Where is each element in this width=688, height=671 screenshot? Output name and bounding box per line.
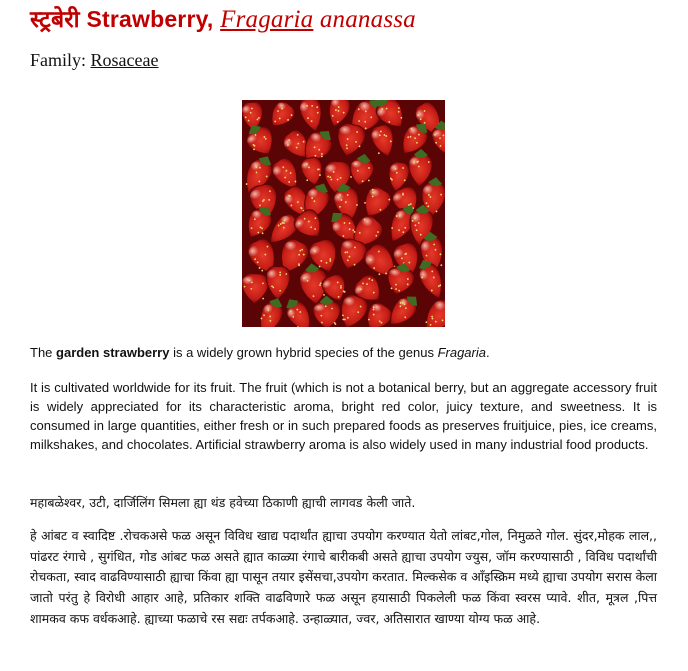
family-link[interactable]: Rosaceae bbox=[90, 50, 159, 70]
intro-middle: is a widely grown hybrid species of the genus bbox=[169, 345, 434, 360]
title-local-name: स्ट्रबेरी bbox=[30, 6, 80, 32]
intro-paragraph bbox=[30, 343, 657, 362]
marathi-places-paragraph: महाबळेश्वर, उटी, दार्जिलिंग सिमला ह्या थंड हवेच्या ठिकाणी ह्याची लागवड केली जाते. bbox=[30, 495, 416, 510]
intro-suffix: . bbox=[486, 345, 490, 360]
marathi-description-paragraph: हे आंबट व स्वादिष्ट .रोचकअसे फळ असून विविध खाद्य पदार्थांत ह्याचा उपयोग करण्यात येतो लांबट,गोल, निमुळते गोल. सुंदर,मोहक लाल,, पांढरट रंगाचे , सुगंधित, गोड आंबट फळ असते ह्यात काळ्या रंगाचे बारीकबी असते ह्याचा उपयोग ज्युस, जॉम करण्यासाठी , विविध पदार्थांची रोचकता, स्वाद वाढविण्यासाठी ह्याचा किंवा ह्या पासून तयार इसेंसचा,उपयोग करतात. मिल्कसेक व आँइस्क्रिम मध्ये ह्याचा उपयोग सरास केला जातो परंतु हे विरोधी आहार आहे, प्रतिकार शक्ति वाढविणारे फळ असून हयासाठी पिकलेली फळ किंवा स्वरस प्यावे. शीत, मूत्रल ,पित्त शामकव कफ वर्धकआहे. ह्याच्या फळाचे रस सद्यः तर्पकआहे. उन्हाळ्यात, ज्वर, अतिसारात खाण्या योग्य फळ आहे. bbox=[30, 528, 657, 626]
intro-genus: Fragaria bbox=[437, 345, 486, 360]
strawberries-photo bbox=[242, 100, 445, 327]
species-name: ananassa bbox=[319, 6, 416, 33]
family-line bbox=[30, 50, 158, 71]
description-english: It is cultivated worldwide for its fruit. The fruit (which is not a botanical berry, but an aggregate accessory fruit is widely appreciated for its characteristic aroma, bright red color, juicy texture, and sweetness. It is consumed in large quantities, either fresh or in such prepared foods as preserves fruitjuice, pies, ice creams, milkshakes, and chocolates. Artificial strawberry aroma is also widely used in many industrial food products. bbox=[30, 380, 657, 452]
family-label: Family: bbox=[30, 50, 87, 70]
intro-prefix: The bbox=[30, 345, 53, 360]
page-title bbox=[30, 2, 416, 34]
intro-bold-term: garden strawberry bbox=[56, 345, 170, 360]
strawberries-image bbox=[242, 100, 445, 327]
title-english-name: Strawberry, bbox=[86, 6, 214, 32]
scientific-name bbox=[220, 6, 416, 33]
genus-link[interactable]: Fragaria bbox=[220, 6, 314, 33]
